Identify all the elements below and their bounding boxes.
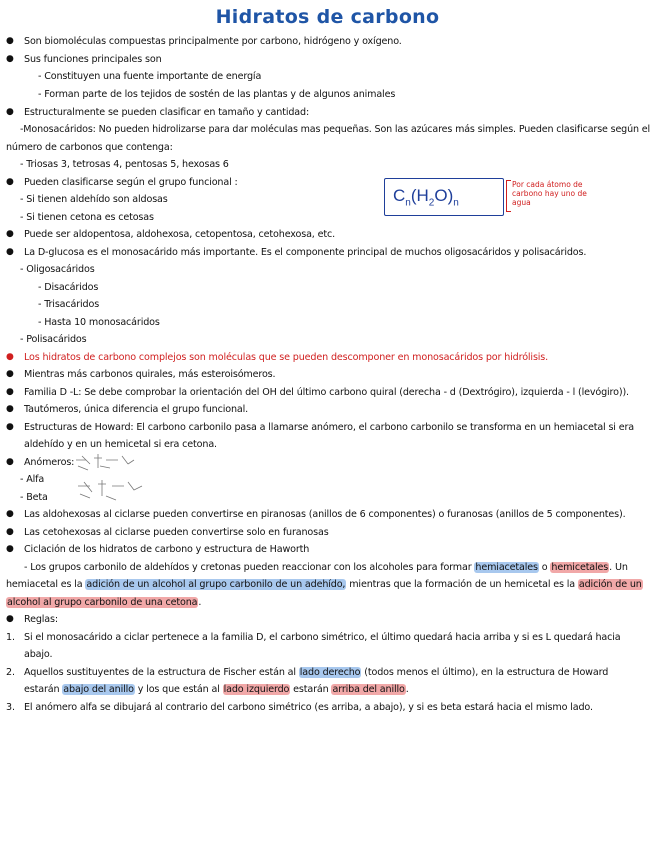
text-line: - Si tienen aldehído son aldosas [20,194,168,205]
text-line: - Alfa [20,474,45,485]
text-line [6,578,643,591]
text-line [6,596,201,609]
text-line: Pueden clasificarse según el grupo funcional : [24,177,238,188]
highlight-blue: adición de un alcohol al grupo carbonilo de un adehído, [86,579,346,590]
text-line: Mientras más carbonos quirales, más esteroisómeros. [24,369,276,380]
text-run: Aquellos sustituyentes de la estructura de Fischer están al [24,667,299,678]
bullet: ● [6,457,14,467]
anomer-sketch-image [72,452,152,506]
text-line: - Constituyen una fuente importante de energía [38,71,262,82]
text-line: - Forman parte de los tejidos de sostén de las plantas y de algunos animales [38,89,396,100]
formula-c: C [393,186,406,205]
text-line: Estructuras de Howard: El carbono carbonilo pasa a llamarse anómero, el carbono carbonilo se transforma en un hemiacetal si era [24,422,634,433]
text-line: Puede ser aldopentosa, aldohexosa, cetopentosa, cetohexosa, etc. [24,229,335,240]
text-line: Las cetohexosas al ciclarse pueden convertirse solo en furanosas [24,527,329,538]
highlight-red: adición de un [578,579,642,590]
text-line: Estructuralmente se pueden clasificar en tamaño y cantidad: [24,107,310,118]
text-line: Si el monosacárido a ciclar pertenece a la familia D, el carbono simétrico, el último quedará hacia arriba y si es L quedará hacia [24,632,621,643]
text-line: - Disacáridos [38,282,99,293]
text-line: Ciclación de los hidratos de carbono y estructura de Haworth [24,544,310,555]
text-line: - Hasta 10 monosacáridos [38,317,160,328]
highlight-red: alcohol al grupo carbonilo de una cetona [7,597,198,608]
bullet: ● [6,54,14,64]
formula-h: (H [410,186,429,205]
highlight-blue: abajo del anillo [63,684,134,695]
bullet: ● [6,614,14,624]
text-line: - Polisacáridos [20,334,87,345]
bullet: ● [6,422,14,432]
highlight-blue: hemiacetales [475,562,538,573]
text-run: estarán [290,684,332,695]
text-run: - Los grupos carbonilo de aldehídos y cretonas pueden reaccionar con los alcoholes para formar [24,562,475,573]
formula-n2-sub: n [453,197,459,209]
text-line: Son biomoléculas compuestas principalmente por carbono, hidrógeno y oxígeno. [24,36,402,47]
text-run: . [198,597,202,608]
page-title: Hidratos de carbono [215,6,440,28]
text-line-red: Los hidratos de carbono complejos son moléculas que se pueden descomponer en monosacáridos por hidrólisis. [24,352,549,363]
rule-number: 1. [6,632,15,643]
formula-box [384,178,504,216]
highlight-red: lado izquierdo [223,684,290,695]
text-line [24,683,409,696]
text-line [24,561,628,574]
text-line: - Beta [20,492,48,503]
text-run: y los que están al [134,684,223,695]
text-line: Reglas: [24,614,58,625]
text-run: mientras que la formación de un hemicetal es la [346,579,578,590]
note-bracket [506,180,511,212]
bullet: ● [6,404,14,414]
text-line: - Oligosacáridos [20,264,95,275]
formula-note: Por cada átomo de carbono hay uno de agua [512,180,587,207]
text-run: hemiacetal es la [6,579,86,590]
bullet: ● [6,107,14,117]
bullet: ● [6,177,14,187]
text-line: abajo. [24,649,53,660]
text-run: o [538,562,551,573]
text-line: La D-glucosa es el monosacárido más importante. Es el componente principal de muchos oligosacáridos y polisacáridos. [24,247,587,258]
text-line: número de carbonos que contenga: [6,142,173,153]
bullet: ● [6,527,14,537]
bullet: ● [6,544,14,554]
text-line: El anómero alfa se dibujará al contrario del carbono simétrico (es arriba, a abajo), y si es beta estará hacia el mismo lado. [24,702,593,713]
text-line [24,666,608,679]
formula-n-sub: n [405,197,411,209]
text-line: Tautómeros, única diferencia el grupo funcional. [24,404,249,415]
text-line: Sus funciones principales son [24,54,162,65]
text-run: . [405,684,409,695]
highlight-blue: lado derecho [299,667,361,678]
text-run: (todos menos el último), en la estructura de Howard [361,667,609,678]
formula-2-sub: 2 [428,197,435,209]
highlight-red: arriba del anillo [332,684,405,695]
formula-o: O) [434,186,454,205]
text-line: Anómeros: [24,457,75,468]
bullet: ● [6,247,14,257]
rule-number: 3. [6,702,15,713]
bullet: ● [6,387,14,397]
rule-number: 2. [6,667,15,678]
text-line: -Monosacáridos: No pueden hidrolizarse para dar moléculas mas pequeñas. Son las azúcares más simples. Pueden clasificarse según el [20,124,650,135]
text-run: . Un [609,562,628,573]
bullet: ● [6,229,14,239]
text-line: - Triosas 3, tetrosas 4, pentosas 5, hexosas 6 [20,159,229,170]
bullet: ● [6,369,14,379]
bullet: ● [6,509,14,519]
highlight-red: hemicetales [551,562,609,573]
bullet: ● [6,352,14,362]
text-line: - Si tienen cetona es cetosas [20,212,154,223]
text-line: aldehído y en un hemicetal si era cetona. [24,439,217,450]
text-line: Familia D -L: Se debe comprobar la orientación del OH del último carbono quiral (derecha - d (Dextrógiro), izquierda - l (levógiro)). [24,387,629,398]
text-line: - Trisacáridos [38,299,100,310]
text-run: estarán [24,684,63,695]
text-line: Las aldohexosas al ciclarse pueden convertirse en piranosas (anillos de 6 componentes) o furanosas (anillos de 5 componentes). [24,509,626,520]
bullet: ● [6,36,14,46]
